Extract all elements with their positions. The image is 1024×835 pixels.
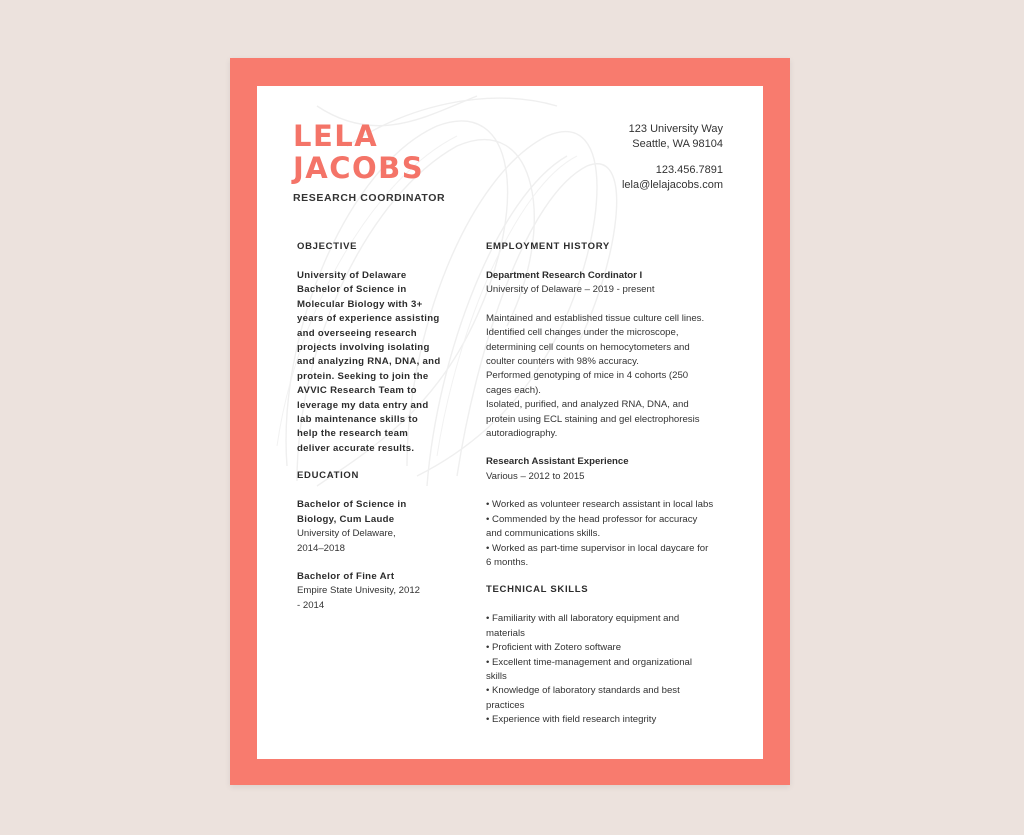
- skill-line: • Proficient with Zotero software: [486, 642, 622, 654]
- objective-line: deliver accurate results.: [297, 442, 415, 454]
- skill-line: • Excellent time-management and organizational: [486, 656, 693, 668]
- job-line: and communications skills.: [486, 528, 601, 540]
- job-title: Research Assistant Experience: [486, 456, 629, 468]
- objective-line: years of experience assisting: [297, 313, 440, 325]
- employment-heading: EMPLOYMENT HISTORY: [486, 241, 610, 252]
- objective-line: help the research team: [297, 428, 409, 440]
- address-line-2: Seattle, WA 98104: [632, 137, 723, 150]
- left-column: [297, 241, 445, 613]
- education-heading: EDUCATION: [297, 470, 360, 482]
- right-column: [486, 241, 736, 728]
- objective-line: projects involving isolating: [297, 342, 430, 354]
- objective-line: AVVIC Research Team to: [297, 385, 417, 397]
- objective-line: lab maintenance skills to: [297, 414, 419, 426]
- objective-line: protein. Seeking to join the: [297, 370, 429, 382]
- job-line: determining cell counts on hemocytometers and: [486, 341, 690, 353]
- degree-detail: 2014–2018: [297, 542, 346, 554]
- job-line: Isolated, purified, and analyzed RNA, DNA, and: [486, 399, 689, 411]
- skills-list: [486, 612, 736, 727]
- skill-line: • Knowledge of laboratory standards and best: [486, 685, 680, 697]
- job-2: [486, 455, 736, 570]
- degree-detail: University of Delaware,: [297, 528, 396, 540]
- contact-block: [622, 122, 723, 192]
- job-subtitle: Various – 2012 to 2015: [486, 470, 585, 482]
- skill-line: practices: [486, 699, 525, 711]
- objective-line: and analyzing RNA, DNA, and: [297, 356, 441, 368]
- job-line: • Worked as volunteer research assistant in local labs: [486, 499, 714, 511]
- resume-frame: [230, 58, 790, 785]
- education-degree-2: [297, 570, 445, 613]
- job-line: • Worked as part-time supervisor in local daycare for: [486, 542, 709, 554]
- job-line: Maintained and established tissue culture cell lines.: [486, 312, 705, 324]
- job-title: Department Research Cordinator I: [486, 270, 643, 281]
- job-line: • Commended by the head professor for accuracy: [486, 513, 698, 525]
- degree-title: Biology, Cum Laude: [297, 513, 395, 525]
- job-line: 6 months.: [486, 556, 529, 568]
- objective-heading: OBJECTIVE: [297, 241, 358, 252]
- skills-heading: TECHNICAL SKILLS: [486, 584, 589, 596]
- skill-line: • Familiarity with all laboratory equipment and: [486, 613, 680, 625]
- degree-title: Bachelor of Fine Art: [297, 570, 395, 582]
- objective-line: and overseeing research: [297, 327, 417, 339]
- objective-line: University of Delaware: [297, 270, 407, 281]
- job-line: protein using ECL staining and gel electrophoresis: [486, 413, 700, 425]
- education-degree-1: [297, 498, 445, 556]
- degree-detail: Empire State Univesity, 2012: [297, 585, 420, 597]
- objective-text: [297, 269, 445, 456]
- objective-line: leverage my data entry and: [297, 399, 429, 411]
- job-line: Performed genotyping of mice in 4 cohorts (250: [486, 370, 689, 382]
- phone: 123.456.7891: [655, 164, 723, 176]
- job-line: coulter counters with 98% accuracy.: [486, 356, 639, 368]
- email: lela@lelajacobs.com: [621, 178, 723, 191]
- resume-page: [257, 86, 763, 759]
- degree-title: Bachelor of Science in: [297, 499, 407, 511]
- job-line: autoradiography.: [486, 428, 558, 440]
- skill-line: • Experience with field research integrity: [486, 714, 657, 726]
- job-line: cages each).: [486, 384, 541, 396]
- job-1: [486, 269, 736, 441]
- address-line-1: 123 University Way: [628, 123, 723, 135]
- skill-line: skills: [486, 670, 507, 682]
- objective-line: Molecular Biology with 3+: [297, 298, 423, 310]
- skill-line: materials: [486, 627, 525, 639]
- first-name: LELA: [293, 119, 379, 153]
- last-name: JACOBS: [293, 151, 425, 185]
- job-line: Identified cell changes under the microscope,: [486, 327, 679, 339]
- objective-line: Bachelor of Science in: [297, 284, 407, 296]
- job-subtitle: University of Delaware – 2019 - present: [486, 284, 655, 296]
- degree-detail: - 2014: [297, 599, 325, 611]
- job-role: RESEARCH COORDINATOR: [293, 192, 446, 204]
- candidate-name: [293, 120, 424, 184]
